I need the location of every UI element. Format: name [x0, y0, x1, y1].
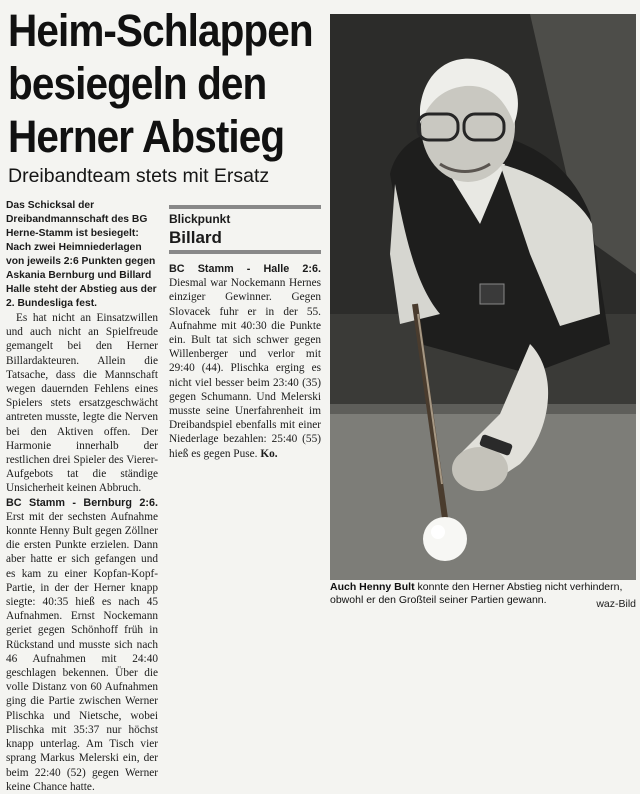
- text-column-1: [6, 199, 158, 794]
- match-subtitle-halle: BC Stamm - Halle 2:6.: [169, 263, 321, 275]
- photo-illustration: [330, 14, 636, 580]
- topic-kicker: Blickpunkt: [169, 212, 231, 226]
- topic-title: Billard: [169, 228, 222, 247]
- photo-credit: waz-Bild: [596, 598, 636, 610]
- billiard-player-photo: [330, 14, 636, 580]
- headline-line-3: Herner Abstieg: [8, 111, 285, 162]
- paragraph-2-text: Erst mit der sechsten Aufnahme konnte Henny Bult gegen Zöllner die ersten Punkte erzielen. Dann aber hatte er sich gefangen und es kam zu einer Kopfan-Kopf-Partie, in der der Herner knapp siegte: 40:35 hieß es nach 45 Aufnahmen. Ernst Nockemann geriet gegen Schönhoff früh in Rückstand und musste sich nach 46 Aufnahmen mit 24:40 geschlagen bekennen. Über die volle Distanz von 60 Aufnahmen ging die Partie zwischen Werner Plischka und Nietsche, wobei Plischka mit 35:37 nur höchst knapp unterlag. Am Tisch vier sprang Markus Melerski ein, der beim 22:40 (52) gegen Werner keine Chance hatte.: [6, 510, 158, 793]
- match-subtitle-bernburg: BC Stamm - Bernburg 2:6.: [6, 496, 158, 509]
- paragraph-3: [169, 262, 321, 461]
- topic-box: [169, 205, 321, 254]
- paragraph-3-text: Diesmal war Nockemann Hernes einziger Gewinner. Gegen Slovacek fuhr er in der 55. Aufnahme mit 40:30 die Punkte ein. Bult tat sich schwer gegen Willenberger und verlor mit 29:40 (44). Plischka erging es nicht viel besser beim 23:40 (35) gegen Schumann. Und Melerski musste seine Unerfahrenheit im Dreibandspiel ebenfalls mit einer Niederlage bezahlen: 25:40 (55) hieß es gegen Puse.: [169, 277, 321, 460]
- paragraph-2: [6, 496, 158, 794]
- lead-paragraph: Das Schicksal der Dreibandmannschaft des BG Herne-Stamm ist besiegelt: Nach zwei Heimniederlagen von jeweils 2:6 Punkten gegen Askania Bernburg und Billard Halle steht der Abstieg aus der 2. Bundesliga fest.: [6, 200, 157, 309]
- photo-caption: [330, 581, 636, 607]
- author-signature: Ko.: [260, 447, 278, 460]
- caption-name: Auch Henny Bult: [330, 581, 415, 593]
- headline: [8, 4, 324, 163]
- paragraph-1: Es hat nicht an Einsatzwillen und auch nicht an Spielfreude gemangelt bei den Herner Billardakteuren. Allein die Tatsache, dass die Mannschaft wegen dauernden Fehlens eines Spielers stets ersatzgeschwächt antreten musste, legte die Nerven bei den Aktiven offen. Der Harmonie innerhalb der restlichen drei Spieler des Vierer-Aufgebots tat die ständige Unsicherheit keinen Abbruch.: [6, 312, 158, 495]
- headline-line-2: besiegeln den: [8, 58, 267, 109]
- caption-text: konnte den Herner Abstieg nicht verhindern, obwohl er den Großteil seiner Partien gewann.: [330, 581, 623, 606]
- text-column-2: [169, 199, 321, 461]
- subheadline: Dreibandteam stets mit Ersatz: [8, 165, 270, 187]
- headline-line-1: Heim-Schlappen: [8, 5, 313, 56]
